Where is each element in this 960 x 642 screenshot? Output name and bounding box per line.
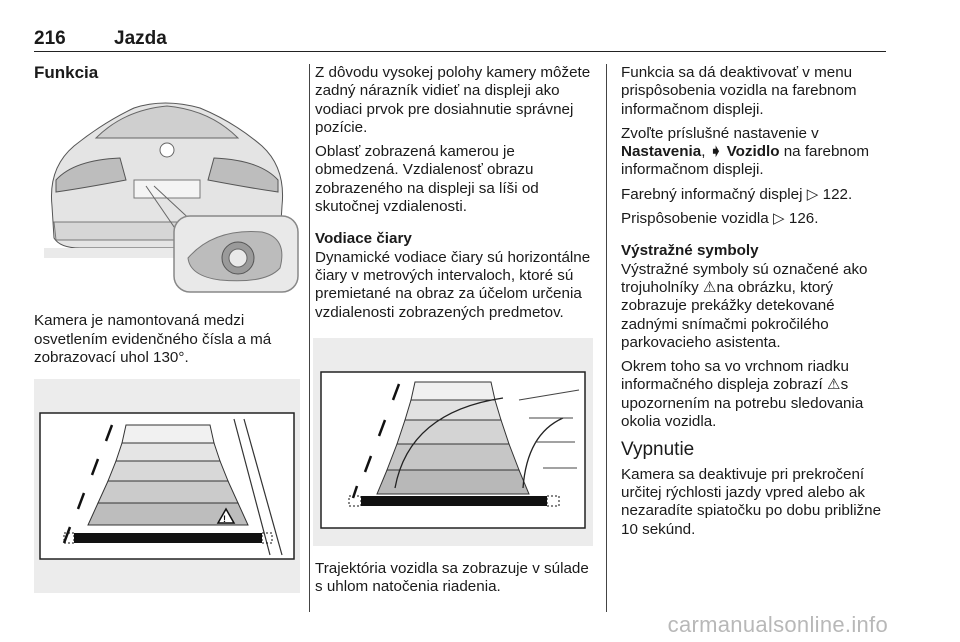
camera-display-guidelines-illustration — [34, 379, 300, 593]
deactivation-menu-paragraph: Funkcia sa dá deaktivovať v menu prispôsobenia vozidla na farebnom informačnom displeji. — [621, 64, 857, 118]
settings-path-paragraph: Zvoľte príslušné nastavenie v Nastavenia, ➧ Vozidlo na farebnom informačnom displeji. — [621, 124, 869, 179]
watermark: carmanualsonline.info — [667, 612, 888, 637]
column-2 — [315, 64, 599, 602]
settings-label: Nastavenia — [621, 143, 702, 161]
camera-area-paragraph: Oblasť zobrazená kamerou je obmedzená. Vzdialenosť obrazu zobrazeného na displeji sa líši od skutočnej vzdialenosti. — [315, 143, 539, 216]
menu-arrow-icon: ➧ — [709, 143, 723, 161]
vehicle-label: Vozidlo — [722, 143, 780, 161]
switch-off-paragraph: Kamera sa deaktivuje pri prekročení určitej rýchlosti jazdy vpred alebo ak nezaradíte spiatočku po dobu približne 10 sekúnd. — [621, 465, 882, 538]
chapter-title: Jazda — [114, 28, 167, 49]
section-heading-funkcia: Funkcia — [34, 63, 99, 82]
switch-off-heading: Vypnutie — [621, 439, 695, 461]
warning-triangle-icon: ⚠ — [702, 278, 717, 296]
reference-arrow-icon: ▷ — [806, 185, 819, 203]
column-1 — [34, 64, 302, 593]
trajectory-display-illustration — [313, 338, 593, 546]
warning-triangle-icon: ⚠ — [827, 376, 841, 394]
rear-car-camera-illustration — [34, 88, 300, 298]
column-divider-1 — [309, 64, 310, 612]
warning-symbols-paragraph: Výstražné symboly sú označené ako trojuholníky ⚠na obrázku, ktorý zobrazuje prekážky detekované zadnými snímačmi pokročilého parkovacieho asistenta. — [621, 260, 868, 351]
warning-symbols-heading: Výstražné symboly — [621, 242, 759, 260]
bumper-guide-paragraph: Z dôvodu vysokej polohy kamery môžete zadný nárazník vidieť na displeji ako vodiaci prvok pre dosiahnutie správnej pozície. — [315, 64, 591, 136]
camera-description: Kamera je namontovaná medzi osvetlením evidenčného čísla a má zobrazovací uhol 130°. — [34, 312, 272, 366]
reference-color-display: Farebný informačný displej ▷ 122. — [621, 185, 853, 203]
guidelines-heading: Vodiace čiary — [315, 230, 412, 248]
trajectory-caption: Trajektória vozidla sa zobrazuje v súlade s uhlom natočenia riadenia. — [315, 559, 589, 596]
column-3 — [621, 64, 889, 545]
page-number: 216 — [34, 28, 66, 49]
svg-text:!: ! — [223, 514, 226, 525]
reference-vehicle-personalization: Prispôsobenie vozidla ▷ 126. — [621, 210, 819, 228]
reference-arrow-icon: ▷ — [772, 210, 785, 228]
page-header — [34, 28, 886, 52]
guidelines-paragraph: Dynamické vodiace čiary sú horizontálne čiary v metrových intervaloch, ktoré sú premietané na obraz za účelom určenia vzdialenosti zobrazených predmetov. — [315, 248, 591, 321]
top-line-warning-paragraph: Okrem toho sa vo vrchnom riadku informačného displeja zobrazí ⚠s upozornením na potrebu sledovania okolia vozidla. — [621, 358, 864, 431]
column-divider-2 — [606, 64, 607, 612]
